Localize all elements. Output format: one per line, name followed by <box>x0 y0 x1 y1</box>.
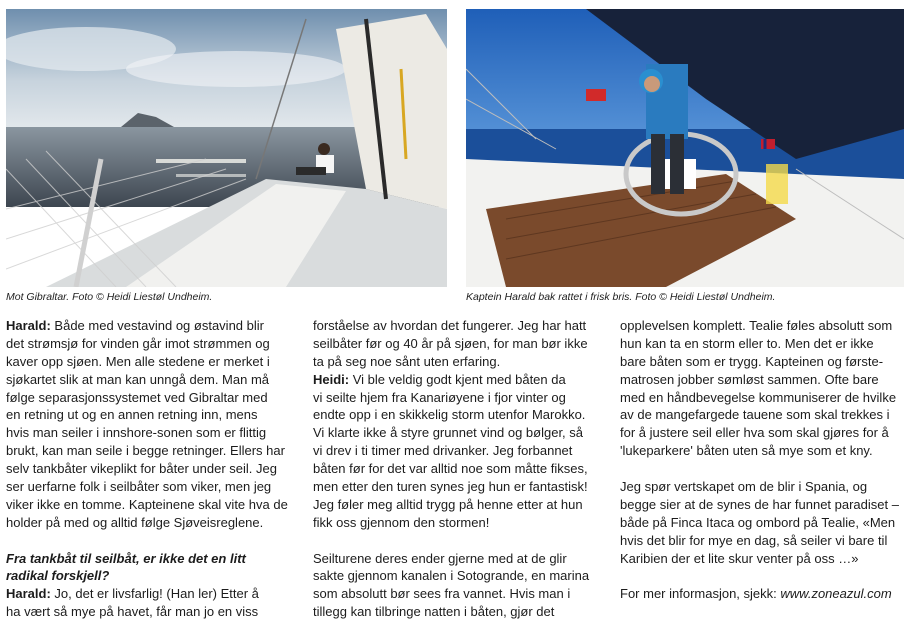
text-line: vi drev i ti timer med drivanker. Jeg forbannet <box>313 443 573 459</box>
speaker-label: Harald: <box>6 586 51 602</box>
text-line: begge sier at de synes de har funnet paradiset – <box>620 496 899 512</box>
text-line: opplevelsen komplett. Tealie føles absolutt som <box>620 318 893 333</box>
text-line: hvis man seiler i innshore-sonen som er flittig <box>6 425 267 441</box>
text-line: båten før for det var alltid noe som måtte fikses, <box>313 461 588 477</box>
photo-gibraltar <box>6 9 447 287</box>
text-line: følge separasjonssystemet ved Gibraltar med <box>6 389 268 405</box>
text-line <box>620 585 904 603</box>
text-line: holder på med og alltid følge Sjøveisreglene. <box>6 514 264 530</box>
text-line: kaver opp sjøen. Men alle stedene er merket i <box>6 353 270 369</box>
text-line: Vi klarte ikke å styre grunnet vind og bølger, så <box>313 425 584 441</box>
article-column-2 <box>313 317 597 621</box>
text-line: både på Finca Itaca og ombord på Tealie, «Men <box>620 514 896 530</box>
text-line: hun kan ta en storm eller to. Men det er ikke <box>620 335 874 351</box>
text-line: en retning ut og en annen retning inn, mens <box>6 407 258 423</box>
speaker-label: Heidi: <box>313 371 350 387</box>
paragraph-gap <box>6 532 290 550</box>
text-line: seilbåter før og 40 år på sjøen, for man bør ikke <box>313 335 588 351</box>
photo-captain-helm-image <box>466 9 904 287</box>
text-line: fikk oss gjennom den stormen! <box>313 514 490 530</box>
text-line: Jeg spør vertskapet om de blir i Spania, og <box>620 479 868 495</box>
text-line: Jeg føler meg alltid trygg på henne etter at hun <box>313 496 583 512</box>
paragraph-gap <box>620 567 904 585</box>
text-line: endte opp i en skikkelig storm utenfor Marokko. <box>313 407 586 423</box>
text-line: forståelse av hvordan det fungerer. Jeg har hatt <box>313 318 587 333</box>
text-line: Karibien der et lite skur venter på oss …» <box>620 550 859 566</box>
text-line: sjøkartet slik at man kan unngå dem. Man må <box>6 371 270 387</box>
text-line: som absolutt bør sees fra vannet. Hvis man i <box>313 586 571 602</box>
paragraph-gap <box>313 532 597 550</box>
photo-captain-helm <box>466 9 904 287</box>
text-line <box>6 585 290 603</box>
photo-captain-helm-caption: Kaptein Harald bak rattet i frisk bris. Foto © Heidi Liestøl Undheim. <box>466 291 776 303</box>
text-run: Både med vestavind og østavind blir <box>54 318 264 333</box>
text-line: Seilturene deres ender gjerne med at de glir <box>313 550 567 566</box>
text-line: ta på seg noe sånt uten erfaring. <box>313 353 501 369</box>
article-column-1 <box>6 317 290 621</box>
section-heading: Fra tankbåt til seilbåt, er ikke det en litt <box>6 550 246 566</box>
text-line: bare båten som er trygg. Kapteinen og første- <box>620 353 884 369</box>
photo-gibraltar-caption: Mot Gibraltar. Foto © Heidi Liestøl Undheim. <box>6 291 213 303</box>
text-line: det strømsjø for vinden går imot strømmen og <box>6 335 270 351</box>
text-line <box>313 371 597 389</box>
text-line: tillegg kan tilbringe natten i båten, gjør det <box>313 604 555 620</box>
text-line: av de mangefargede tauene som skal trekkes i <box>620 407 890 423</box>
text-line: vi seilte hjem fra Kanariøyene i fjor vinter og <box>313 389 566 405</box>
text-line: viker ikke en tomme. Kapteinene skal vite hva de <box>6 496 288 512</box>
paragraph-gap <box>620 460 904 478</box>
article-column-3 <box>620 317 904 603</box>
website-link[interactable]: www.zoneazul.com <box>780 586 892 602</box>
photo-gibraltar-image <box>6 9 447 287</box>
text-line: med en håndbevegelse kommuniserer de hvilke <box>620 389 897 405</box>
speaker-label: Harald: <box>6 318 51 333</box>
text-run: Vi ble veldig godt kjent med båten da <box>352 371 566 387</box>
info-text: For mer informasjon, sjekk: <box>620 586 777 602</box>
section-heading: radikal forskjell? <box>6 568 110 584</box>
text-line: ha vært så mye på havet, får man jo en viss <box>6 604 259 620</box>
text-line: 'lukeparkere' båten uten så mye som et kny. <box>620 443 873 459</box>
text-line <box>6 317 290 335</box>
text-line: selv tankbåter vikeplikt for båter under seil. Jeg <box>6 461 277 477</box>
text-line: men etter den turen synes jeg hun er fantastisk! <box>313 479 588 495</box>
text-line: hvis det blir for mye en dag, så seiler vi bare til <box>620 532 888 548</box>
text-line: ser uerfarne folk i seilbåter som viker, men jeg <box>6 479 272 495</box>
text-line: brukt, kan man seile i begge retninger. Ellers har <box>6 443 285 459</box>
text-line: matrosen jobber sømløst sammen. Ofte bare <box>620 371 879 387</box>
text-run: Jo, det er livsfarlig! (Han ler) Etter å <box>54 586 259 602</box>
text-line: sakte gjennom kanalen i Sotogrande, en marina <box>313 568 590 584</box>
text-line: for å justere seil eller hva som skal gjøres for å <box>620 425 889 441</box>
